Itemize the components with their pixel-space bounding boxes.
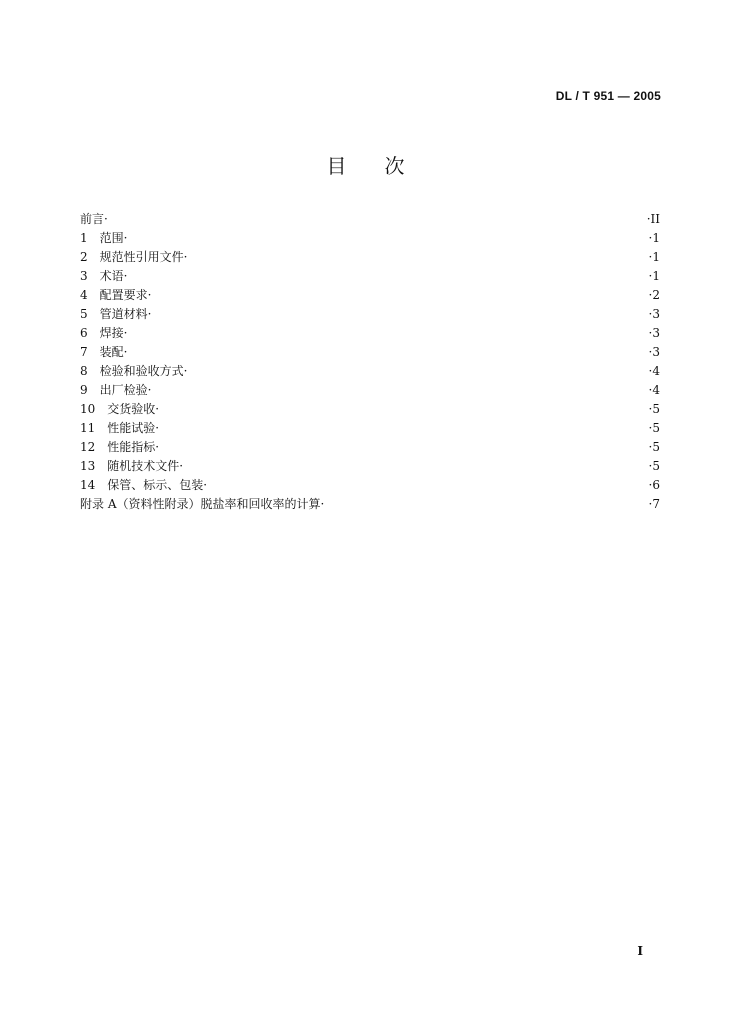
toc-entry-page: ·5 [648,402,660,416]
toc-entry-label: 附录 A（资料性附录）脱盐率和回收率的计算· [80,497,325,511]
toc-entry-page: ·5 [648,440,660,454]
toc-entry-page: ·1 [648,269,660,283]
toc-entry-page: ·4 [648,364,660,378]
toc-entry-technical-documents[interactable] [80,457,660,476]
toc-entry-page: ·3 [648,326,660,340]
toc-entry-normative-references[interactable] [80,248,660,267]
toc-entry-label: 3 术语· [80,269,128,283]
toc-entry-page: ·7 [648,497,660,511]
toc-entry-label: 11 性能试验· [80,421,160,435]
toc-entry-label: 4 配置要求· [80,288,152,302]
toc-entry-factory-inspection[interactable] [80,381,660,400]
page-number: I [637,944,643,958]
toc-entry-page: ·1 [648,231,660,245]
toc-entry-page: ·II [646,212,660,226]
toc-entry-page: ·3 [648,307,660,321]
toc-entry-delivery-acceptance[interactable] [80,400,660,419]
toc-entry-terms[interactable] [80,267,660,286]
toc-entry-label: 前言· [80,212,108,226]
toc-entry-configuration[interactable] [80,286,660,305]
toc-entry-label: 10 交货验收· [80,402,160,416]
toc-entry-label: 2 规范性引用文件· [80,250,188,264]
toc-entry-scope[interactable] [80,229,660,248]
toc-entry-inspection-methods[interactable] [80,362,660,381]
toc-entry-label: 1 范围· [80,231,128,245]
toc-entry-assembly[interactable] [80,343,660,362]
toc-entry-page: ·4 [648,383,660,397]
toc-entry-welding[interactable] [80,324,660,343]
toc-title: 目次 [326,154,443,178]
toc-entry-label: 14 保管、标示、包装· [80,478,208,492]
toc-entry-performance-test[interactable] [80,419,660,438]
toc-entry-page: ·6 [648,478,660,492]
toc-entry-label: 6 焊接· [80,326,128,340]
toc-entry-storage-marking-packaging[interactable] [80,476,660,495]
doc-code: DL / T 951 — 2005 [555,89,661,103]
toc-entry-appendix-a[interactable] [80,495,660,514]
toc-entry-label: 8 检验和验收方式· [80,364,188,378]
toc-entry-page: ·5 [648,421,660,435]
toc-entry-label: 9 出厂检验· [80,383,152,397]
toc-entry-page: ·5 [648,459,660,473]
toc-entry-page: ·1 [648,250,660,264]
toc-entry-pipe-materials[interactable] [80,305,660,324]
toc-entry-page: ·3 [648,345,660,359]
toc-entry-page: ·2 [648,288,660,302]
toc-entry-foreword[interactable] [80,210,660,229]
toc-entry-label: 7 装配· [80,345,128,359]
toc-entry-label: 12 性能指标· [80,440,160,454]
toc-list [80,210,660,514]
toc-entry-performance-indicators[interactable] [80,438,660,457]
toc-entry-label: 13 随机技术文件· [80,459,184,473]
toc-entry-label: 5 管道材料· [80,307,152,321]
